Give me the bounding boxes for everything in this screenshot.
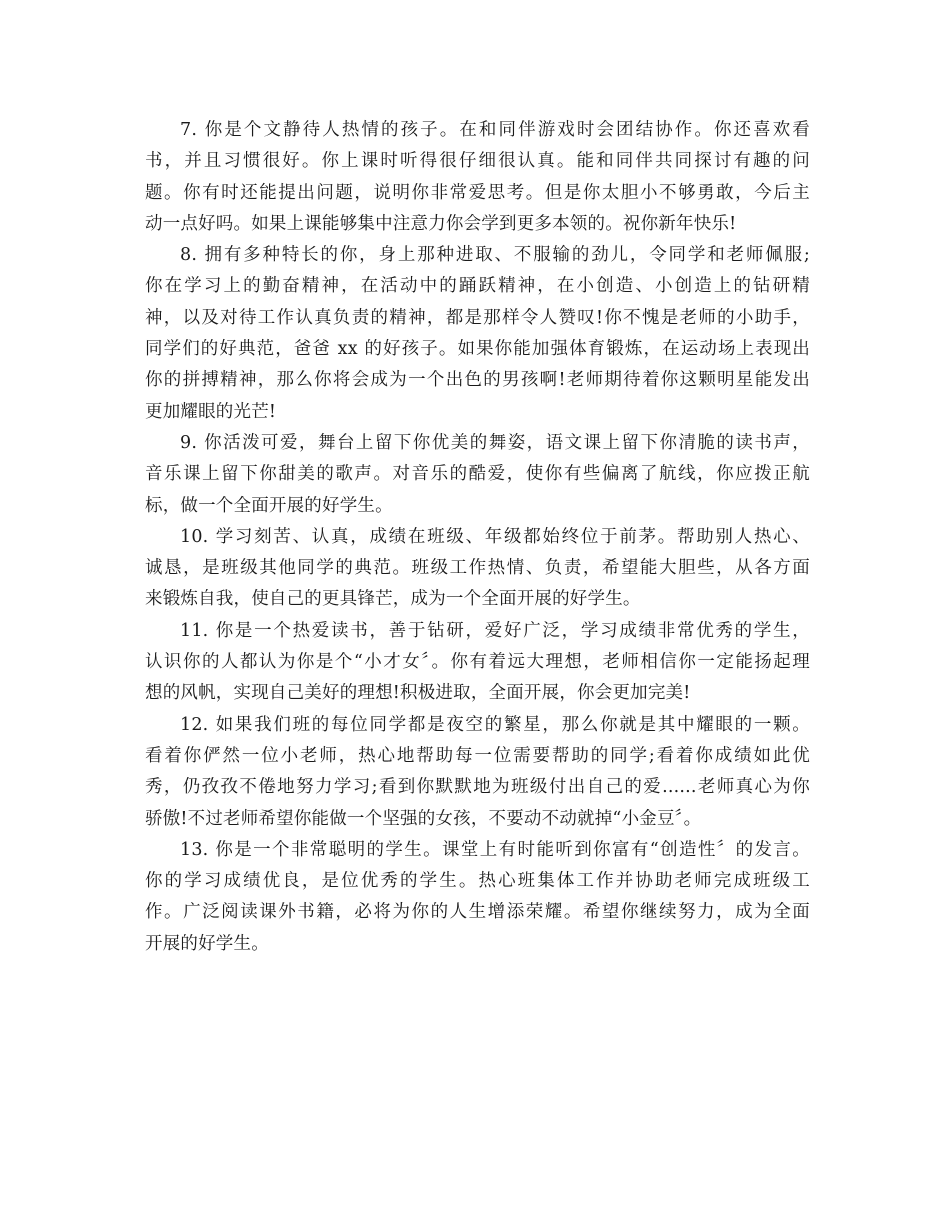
text-line: 题。你有时还能提出问题，说明你非常爱思考。但是你太胆小不够勇敢，今后主 [145, 182, 810, 203]
text-line: 书，并且习惯很好。你上课时听得很仔细很认真。能和同伴共同探讨有趣的问 [145, 151, 810, 172]
text-line: 诚恳，是班级其他同学的典范。班级工作热情、负责，希望能大胆些，从各方面 [145, 558, 810, 579]
text-line: 11. 你是一个热爱读书，善于钻研，爱好广泛，学习成绩非常优秀的学生， [180, 620, 810, 641]
text-line: 骄傲!不过老师希望你能做一个坚强的女孩，不要动不动就掉“小金豆〞。 [145, 808, 702, 829]
text-line: 7. 你是个文静待人热情的孩子。在和同伴游戏时会团结协作。你还喜欢看 [180, 120, 810, 140]
text-line: 你的拼搏精神，那么你将会成为一个出色的男孩啊!老师期待着你这颗明星能发出 [145, 370, 810, 391]
text-line: 秀，仍孜孜不倦地努力学习;看到你默默地为班级付出自己的爱......老师真心为你 [145, 777, 810, 798]
text-line: 作。广泛阅读课外书籍，必将为你的人生增添荣耀。希望你继续努力，成为全面 [145, 902, 810, 923]
text-line: 标，做一个全面开展的好学生。 [145, 495, 393, 516]
text-line: 同学们的好典范，爸爸 xx 的好孩子。如果你能加强体育锻炼，在运动场上表现出 [145, 339, 810, 360]
text-line: 音乐课上留下你甜美的歌声。对音乐的酷爱，使你有些偏离了航线，你应拨正航 [145, 464, 810, 485]
text-line: 你在学习上的勤奋精神，在活动中的踊跃精神，在小创造、小创造上的钻研精 [145, 276, 810, 297]
text-line: 12. 如果我们班的每位同学都是夜空的繁星，那么你就是其中耀眼的一颗。 [180, 714, 810, 735]
text-line: 13. 你是一个非常聪明的学生。课堂上有时能听到你富有“创造性〞的发言。 [180, 839, 810, 860]
paragraph-8 [145, 240, 810, 428]
text-line: 9. 你活泼可爱，舞台上留下你优美的舞姿，语文课上留下你清脆的读书声， [180, 432, 810, 453]
text-line: 想的风帆，实现自己美好的理想!积极进取，全面开展，你会更加完美! [145, 683, 691, 704]
paragraph-11 [145, 616, 810, 710]
text-line: 10. 学习刻苦、认真，成绩在班级、年级都始终位于前茅。帮助别人热心、 [180, 526, 810, 547]
text-line: 认识你的人都认为你是个“小才女〞。你有着远大理想，老师相信你一定能扬起理 [145, 652, 810, 673]
paragraph-10 [145, 522, 810, 616]
paragraph-7 [145, 115, 810, 240]
document-page [145, 115, 810, 960]
text-line: 8. 拥有多种特长的你，身上那种进取、不服输的劲儿，令同学和老师佩服; [180, 245, 810, 266]
paragraph-12 [145, 710, 810, 835]
paragraph-9 [145, 428, 810, 522]
text-line: 开展的好学生。 [145, 933, 269, 954]
text-line: 动一点好吗。如果上课能够集中注意力你会学到更多本领的。祝你新年快乐! [145, 213, 737, 234]
text-line: 你的学习成绩优良，是位优秀的学生。热心班集体工作并协助老师完成班级工 [145, 871, 810, 892]
text-line: 更加耀眼的光芒! [145, 401, 277, 422]
text-line: 看着你俨然一位小老师，热心地帮助每一位需要帮助的同学;看着你成绩如此优 [145, 745, 810, 766]
text-line: 神，以及对待工作认真负责的精神，都是那样令人赞叹!你不愧是老师的小助手， [145, 307, 810, 328]
paragraph-13 [145, 835, 810, 960]
text-line: 来锻炼自我，使自己的更具锋芒，成为一个全面开展的好学生。 [145, 589, 641, 610]
